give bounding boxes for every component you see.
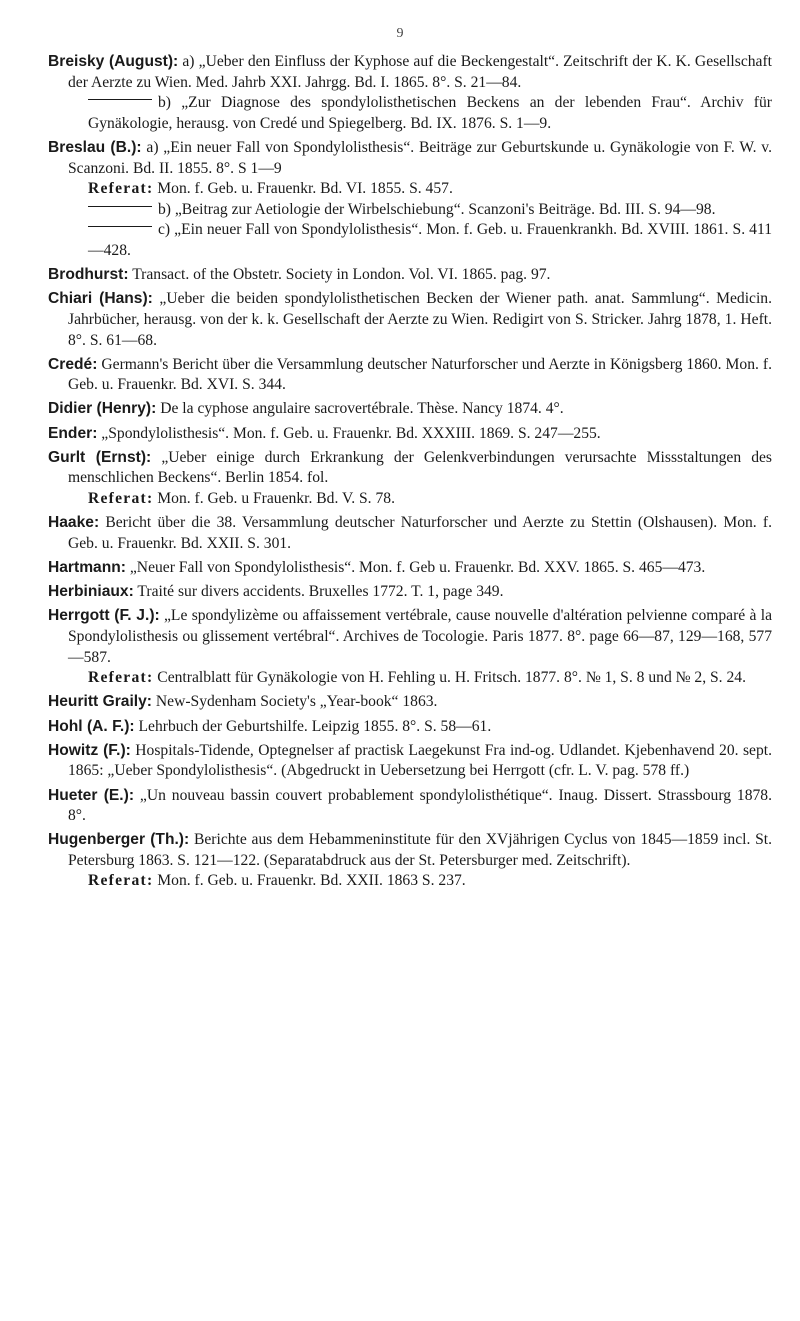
bibliography-entry xyxy=(48,582,772,603)
bibliography-entry xyxy=(48,692,772,713)
entry-text: „Un nouveau bassin couvert probablement spondylolisthétique“. Inaug. Dissert. Strassbourg 1878. 8°. xyxy=(68,786,772,825)
entry-author: Hohl (A. F.): xyxy=(48,717,135,735)
bibliography-entry xyxy=(48,355,772,396)
entry-text: Transact. of the Obstetr. Society in London. Vol. VI. 1865. pag. 97. xyxy=(132,266,551,284)
entry-text: Hospitals-Tidende, Optegnelser af practisk Laegekunst Fra ind-og. Udlandet. Kjebenhavend 20. sept. 1865: „Ueber Spondylolisthesis“. (Abgedruckt in Uebersetzung bei Herrgott (cfr. L. V. pag. 578 ff.) xyxy=(68,741,772,780)
bibliography-entry xyxy=(48,786,772,827)
bibliography-entry xyxy=(48,513,772,554)
entry-text: „Le spondylizème ou affaissement vertébrale, cause nouvelle d'altération pelvienne comparé à la Spondylolisthesis ou glissement vertébral“. Archives de Tocologie. Paris 1877. 8°. page 66—87, 129—168, 577—587. xyxy=(68,607,772,666)
entry-text: „Ueber die beiden spondylolisthetischen Becken der Wiener path. anat. Sammlung“. Medicin. Jahrbücher, herausg. von der k. k. Gesellschaft der Aerzte zu Wien. Redigirt von S. Stricker. Jahrg 1878, 1. Heft. 8°. S. 61—68. xyxy=(68,290,772,349)
ditto-dash xyxy=(88,226,152,227)
entry-referat: Referat: Mon. f. Geb. u. Frauenkr. Bd. VI. 1855. S. 457. xyxy=(88,180,453,198)
bibliography-entry xyxy=(48,424,772,445)
entry-text: a) „Ein neuer Fall von Spondylolisthesis“. Beiträge zur Geburtskunde u. Gynäkologie von F. W. v. Scanzoni. Bd. II. 1855. 8°. S 1—9 xyxy=(68,138,772,177)
bibliography-entry xyxy=(48,606,772,688)
entry-author: Herrgott (F. J.): xyxy=(48,607,160,625)
ditto-dash xyxy=(88,99,152,100)
entry-text: Germann's Bericht über die Versammlung deutscher Naturforscher und Aerzte in Königsberg 1860. Mon. f. Geb. u. Frauenkr. Bd. XVI. S. 344. xyxy=(68,355,772,394)
entry-subitem: b) „Zur Diagnose des spondylolisthetischen Beckens an der lebenden Frau“. Archiv für Gynäkologie, herausg. von Credé und Spiegelberg. Bd. IX. 1876. S. 1—9. xyxy=(88,94,772,132)
referat-label: Referat: xyxy=(88,180,154,198)
entry-author: Credé: xyxy=(48,355,98,373)
entry-text: „Spondylolisthesis“. Mon. f. Geb. u. Frauenkr. Bd. XXXIII. 1869. S. 247—255. xyxy=(101,424,601,442)
bibliography-entry xyxy=(48,52,772,134)
entry-text: Lehrbuch der Geburtshilfe. Leipzig 1855. 8°. S. 58—61. xyxy=(138,717,492,735)
entry-text: „Neuer Fall von Spondylolisthesis“. Mon. f. Geb u. Frauenkr. Bd. XXV. 1865. S. 465—473. xyxy=(129,559,706,576)
bibliography-entry xyxy=(48,830,772,892)
entry-text: New-Sydenham Society's „Year-book“ 1863. xyxy=(155,693,438,711)
bibliography-entry xyxy=(48,448,772,510)
entry-text: „Ueber einige durch Erkrankung der Gelenkverbindungen verursachte Missstaltungen des menschlichen Beckens“. Berlin 1854. fol. xyxy=(68,448,772,487)
entry-referat: Referat: Mon. f. Geb. u. Frauenkr. Bd. XXII. 1863 S. 237. xyxy=(88,872,466,890)
entry-author: Breslau (B.): xyxy=(48,138,142,156)
bibliography-entry xyxy=(48,138,772,262)
bibliography-entry xyxy=(48,741,772,782)
page-number: 9 xyxy=(396,26,404,41)
entry-author: Herbiniaux: xyxy=(48,583,134,601)
bibliography-entry xyxy=(48,717,772,738)
entry-subitem: c) „Ein neuer Fall von Spondylolisthesis“. Mon. f. Geb. u. Frauenkrankh. Bd. XVIII. 1861. S. 411—428. xyxy=(88,221,772,259)
entry-author: Heuritt Graily: xyxy=(48,693,152,711)
entry-author: Hugenberger (Th.): xyxy=(48,831,190,849)
entry-author: Howitz (F.): xyxy=(48,741,131,759)
entry-author: Breisky (August): xyxy=(48,53,179,70)
bibliography-entry xyxy=(48,289,772,351)
referat-label: Referat: xyxy=(88,490,154,508)
bibliography-entry xyxy=(48,265,772,286)
bibliography-entry xyxy=(48,399,772,420)
referat-label: Referat: xyxy=(88,872,154,890)
entry-referat: Referat: Mon. f. Geb. u Frauenkr. Bd. V. S. 78. xyxy=(88,490,395,508)
entry-author: Ender: xyxy=(48,424,98,442)
entry-author: Hueter (E.): xyxy=(48,786,135,804)
entry-text: Traité sur divers accidents. Bruxelles 1772. T. 1, page 349. xyxy=(137,583,504,601)
entry-author: Brodhurst: xyxy=(48,266,129,284)
entry-text: Bericht über die 38. Versammlung deutscher Naturforscher und Aerzte zu Stettin (Olshausen). Mon. f. Geb. u. Frauenkr. Bd. XXII. S. 301. xyxy=(68,514,772,552)
bibliography-list xyxy=(48,52,772,896)
entry-author: Didier (Henry): xyxy=(48,400,157,418)
bibliography-entry xyxy=(48,558,772,579)
entry-text: a) „Ueber den Einfluss der Kyphose auf die Beckengestalt“. Zeitschrift der K. K. Gesellschaft der Aerzte zu Wien. Med. Jahrb XXI. Jahrgg. Bd. I. 1865. 8°. S. 21—84. xyxy=(68,53,773,91)
referat-label: Referat: xyxy=(88,669,154,687)
entry-author: Gurlt (Ernst): xyxy=(48,448,152,466)
entry-author: Haake: xyxy=(48,514,100,532)
ditto-dash xyxy=(88,206,152,207)
entry-subitem: b) „Beitrag zur Aetiologie der Wirbelschiebung“. Scanzoni's Beiträge. Bd. III. S. 94—98. xyxy=(68,200,772,221)
entry-author: Hartmann: xyxy=(48,559,126,576)
entry-text: Berichte aus dem Hebammeninstitute für den XVjährigen Cyclus von 1845—1859 incl. St. Petersburg 1863. S. 121—122. (Separatabdruck aus der St. Petersburger med. Zeitschrift). xyxy=(68,831,773,869)
entry-referat: Referat: Centralblatt für Gynäkologie von H. Fehling u. H. Fritsch. 1877. 8°. № 1, S. 8 und № 2, S. 24. xyxy=(88,669,746,687)
entry-text: De la cyphose angulaire sacrovertébrale. Thèse. Nancy 1874. 4°. xyxy=(160,400,564,418)
entry-author: Chiari (Hans): xyxy=(48,290,153,308)
